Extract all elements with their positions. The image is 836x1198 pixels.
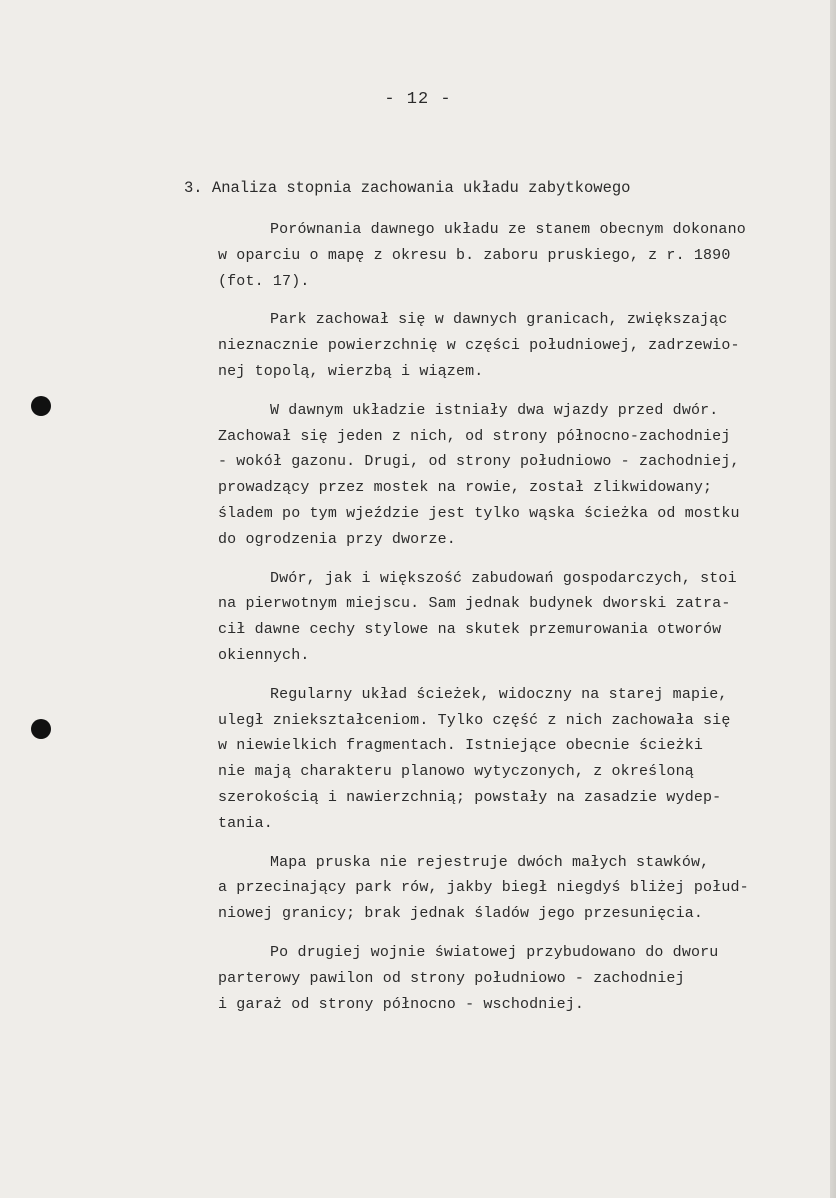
paragraph bbox=[218, 217, 808, 294]
paragraph bbox=[218, 940, 808, 1017]
text-line: okiennych. bbox=[218, 646, 310, 664]
text-line: uległ zniekształceniom. Tylko część z nich zachowała się bbox=[218, 711, 731, 729]
text-line: nej topolą, wierzbą i wiązem. bbox=[218, 362, 484, 380]
text-line: śladem po tym wjeździe jest tylko wąska ścieżka od mostku bbox=[218, 504, 740, 522]
text-line: i garaż od strony północno - wschodniej. bbox=[218, 995, 585, 1013]
page-number: - 12 - bbox=[384, 90, 452, 109]
text-line: tania. bbox=[218, 814, 273, 832]
paragraph bbox=[218, 398, 808, 553]
punch-hole bbox=[31, 396, 51, 416]
text-line: Park zachował się w dawnych granicach, zwiększając bbox=[270, 311, 728, 329]
text-line: nie mają charakteru planowo wytyczonych, z określoną bbox=[218, 763, 694, 781]
text-line: szerokością i nawierzchnią; powstały na zasadzie wydep- bbox=[218, 788, 722, 806]
text-line: Regularny układ ścieżek, widoczny na starej mapie, bbox=[270, 685, 728, 703]
text-line: Dwór, jak i większość zabudowań gospodarczych, stoi bbox=[270, 569, 737, 587]
text-line: w oparciu o mapę z okresu b. zaboru pruskiego, z r. 1890 bbox=[218, 246, 731, 264]
text-line: W dawnym układzie istniały dwa wjazdy przed dwór. bbox=[270, 401, 719, 419]
punch-hole bbox=[31, 719, 51, 739]
text-line: Zachował się jeden z nich, od strony północno-zachodniej bbox=[218, 427, 731, 445]
text-line: (fot. 17). bbox=[218, 272, 310, 290]
text-line: parterowy pawilon od strony południowo - zachodniej bbox=[218, 969, 685, 987]
text-line: Porównania dawnego układu ze stanem obecnym dokonano bbox=[270, 221, 746, 238]
paragraph bbox=[218, 682, 808, 837]
text-line: Po drugiej wojnie światowej przybudowano do dworu bbox=[270, 943, 719, 961]
text-line: do ogrodzenia przy dworze. bbox=[218, 530, 456, 548]
text-line: Mapa pruska nie rejestruje dwóch małych stawków, bbox=[270, 853, 710, 871]
paragraph bbox=[218, 850, 808, 927]
text-line: niowej granicy; brak jednak śladów jego przesunięcia. bbox=[218, 905, 704, 923]
paragraph bbox=[218, 566, 808, 669]
text-line: prowadzący przez mostek na rowie, został zlikwidowany; bbox=[218, 479, 713, 497]
page-edge-shadow bbox=[830, 0, 836, 1198]
text-line: cił dawne cechy stylowe na skutek przemurowania otworów bbox=[218, 621, 722, 639]
text-line: w niewielkich fragmentach. Istniejące obecnie ścieżki bbox=[218, 737, 704, 755]
text-line: - wokół gazonu. Drugi, od strony południowo - zachodniej, bbox=[218, 453, 740, 471]
text-line: a przecinający park rów, jakby biegł niegdyś bliżej połud- bbox=[218, 879, 749, 897]
text-line: na pierwotnym miejscu. Sam jednak budynek dworski zatra- bbox=[218, 595, 731, 613]
section-heading: 3. Analiza stopnia zachowania układu zabytkowego bbox=[184, 179, 631, 197]
text-line: nieznacznie powierzchnię w części południowej, zadrzewio- bbox=[218, 337, 740, 355]
body-text bbox=[218, 217, 808, 1030]
paragraph bbox=[218, 307, 808, 384]
